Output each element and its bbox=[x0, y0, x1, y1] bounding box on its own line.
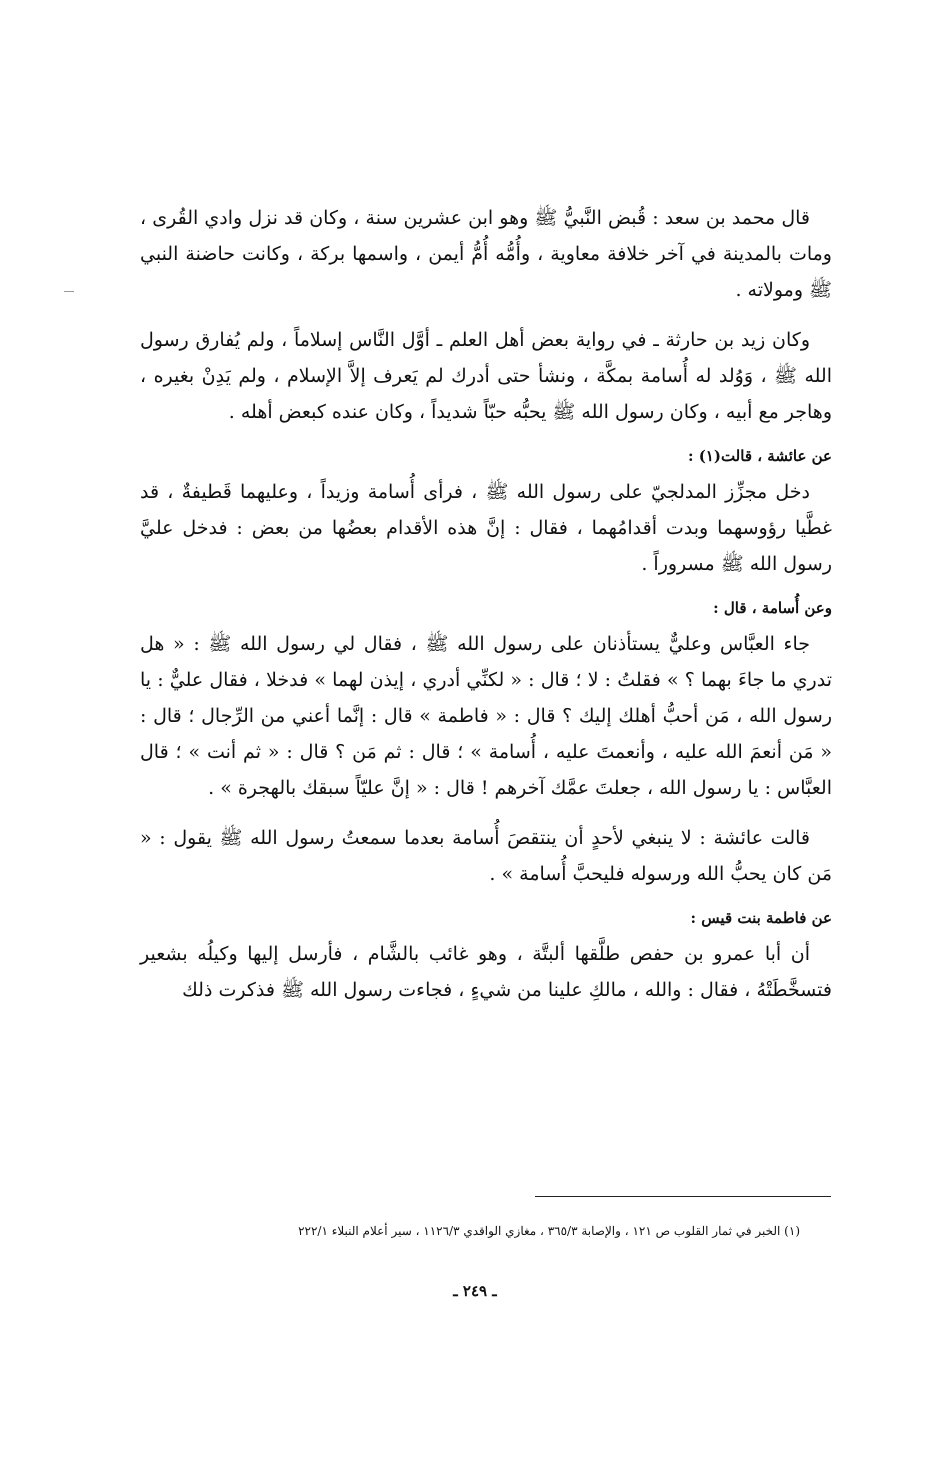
section-heading-fatima-bint-qays: عن فاطمة بنت قيس : bbox=[690, 909, 832, 927]
footnote: (١) الخبر في ثمار القلوب ص ١٢١ ، والإصابة ٣٦٥/٣ ، مغازي الواقدي ١١٢٦/٣ ، سير أعلام النبلاء ٢٢٢/١ bbox=[298, 1224, 800, 1238]
section-heading-usama: وعن أُسامة ، قال : bbox=[713, 599, 832, 617]
paragraph-aisha-closing: قالت عائشة : لا ينبغي لأحدٍ أن ينتقصَ أُسامة بعدما سمعتُ رسول الله ﷺ يقول : « مَن كان يحبُّ الله ورسوله فليحبَّ أُسامة » . bbox=[140, 827, 832, 885]
page-body bbox=[140, 200, 832, 1022]
margin-tick-mark bbox=[64, 291, 74, 292]
section-text-usama: جاء العبَّاس وعليٌّ يستأذنان على رسول الله ﷺ ، فقال لي رسول الله ﷺ : « هل تدري ما جاءَ بهما ؟ » فقلتُ : لا ؛ قال : « لكنِّي أدري ، إيذن لهما » فدخلا ، فقال عليٌّ : يا رسول الله ، مَن أحبُّ أهلك إليك ؟ قال : « فاطمة » قال : إنَّما أعني من الرِّجال ؛ قال : « مَن أنعمَ الله عليه ، وأنعمتَ عليه ، أُسامة » ؛ قال : ثم مَن ؟ قال : « ثم أنت » ؛ قال العبَّاس : يا رسول الله ، جعلتَ عمَّك آخرهم ! قال : « إنَّ عليّاً سبقك بالهجرة » . bbox=[140, 633, 832, 799]
paragraph-zayd-ibn-haritha: وكان زيد بن حارثة ـ في رواية بعض أهل العلم ـ أوَّل النَّاس إسلاماً ، ولم يُفارق رسول الله ﷺ ، وَوُلد له أُسامة بمكَّة ، ونشأ حتى أدرك لم يَعرف إلاَّ الإسلام ، ولم يَدِنْ بغيره ، وهاجر مع أبيه ، وكان رسول الله ﷺ يحبُّه حبّاً شديداً ، وكان عنده كبعض أهله . bbox=[140, 329, 832, 423]
section-heading-aisha: عن عائشة ، قالت(١) : bbox=[687, 447, 832, 465]
section-text-fatima-bint-qays: أن أبا عمرو بن حفص طلَّقها ألبتَّة ، وهو غائب بالشَّام ، فأرسل إليها وكيلُه بشعير فتسخَّطَتْهُ ، فقال : والله ، مالكِ علينا من شيءٍ ، فجاءت رسول الله ﷺ فذكرت ذلك bbox=[140, 943, 832, 1001]
paragraph-ibn-saad: قال محمد بن سعد : قُبض النَّبيُّ ﷺ وهو ابن عشرين سنة ، وكان قد نزل وادي القُرى ، ومات بالمدينة في آخر خلافة معاوية ، وأُمُّه أُمُّ أيمن ، واسمها بركة ، وكانت حاضنة النبي ﷺ ومولاته . bbox=[140, 207, 832, 301]
section-text-aisha: دخل مجزِّز المدلجيّ على رسول الله ﷺ ، فرأى أُسامة وزيداً ، وعليهما قَطيفةٌ ، قد غطَّيا رؤوسهما وبدت أقدامُهما ، فقال : إنَّ هذه الأقدام بعضُها من بعض : فدخل عليَّ رسول الله ﷺ مسروراً . bbox=[140, 481, 832, 575]
page-number: ـ ٢٤٩ ـ bbox=[453, 1282, 497, 1300]
footnote-divider bbox=[535, 1196, 831, 1197]
